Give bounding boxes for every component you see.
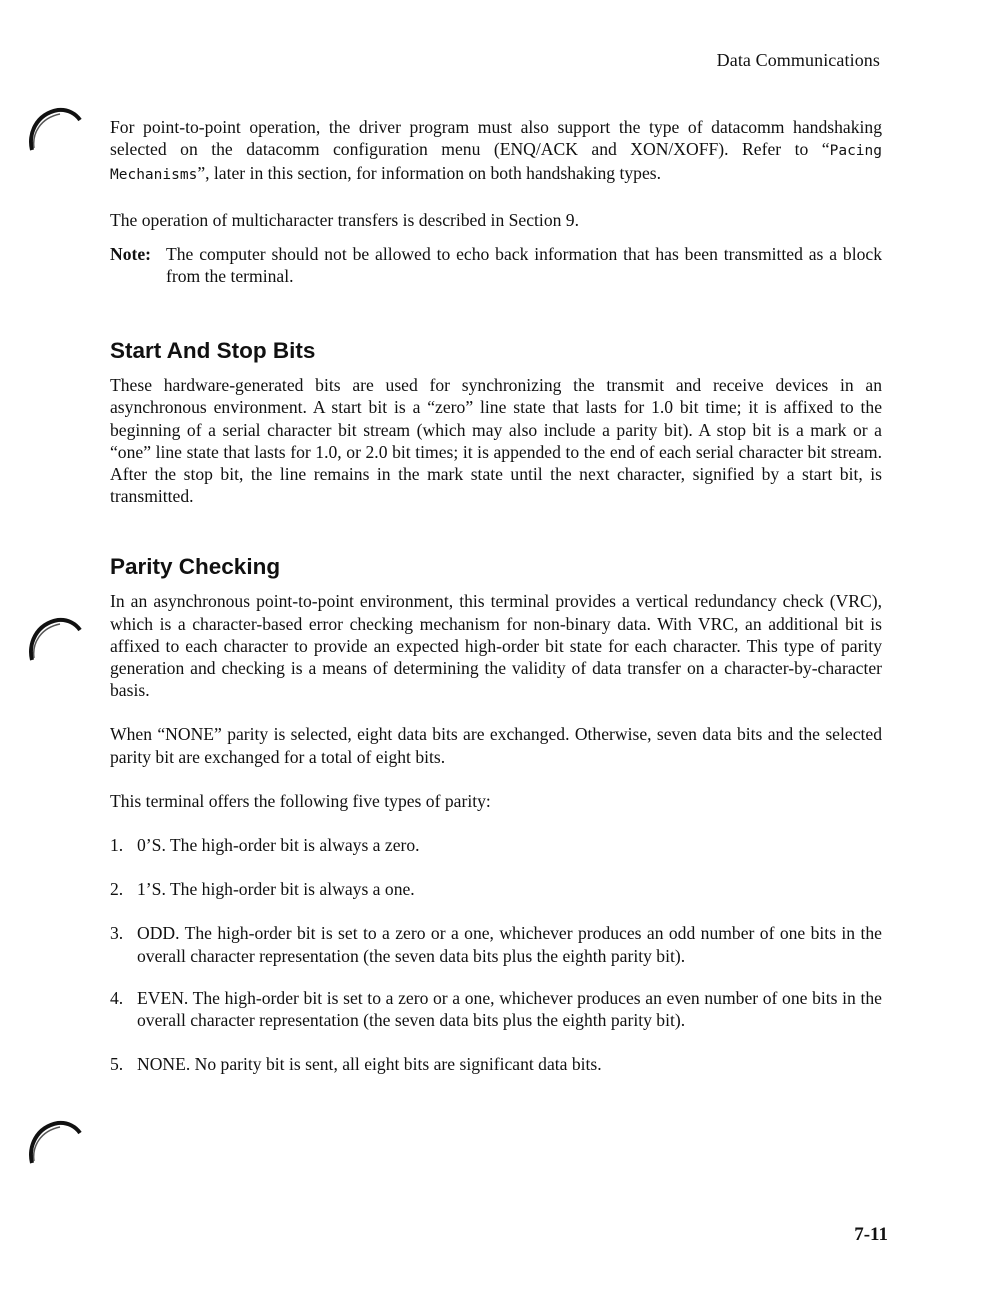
list-item-number: 3.	[110, 923, 124, 944]
list-item	[110, 878, 882, 900]
list-item	[110, 922, 882, 966]
list-item-text: ODD. The high-order bit is set to a zero or a one, whichever produces an odd number of one bits in the overall character representation (the seven data bits plus the eighth parity bit).	[137, 923, 882, 966]
list-item	[110, 987, 882, 1031]
page-body	[110, 116, 882, 1075]
list-item-number: 1.	[110, 835, 124, 856]
start-stop-paragraph: These hardware-generated bits are used for synchronizing the transmit and receive devices in an asynchronous environment. A start bit is a “zero” line state that lasts for 1.0 bit time; it is affixed to the beginning of a serial character bit stream (which may also include a parity bit). A stop bit is a mark or a “one” line state that lasts for 1.0, or 2.0 bit times; it is appended to the end of each serial character bit stream. After the stop bit, the line remains in the mark state until the next character, signified by a start bit, is transmitted.	[110, 375, 882, 507]
parity-paragraph: In an asynchronous point-to-point environment, this terminal provides a vertical redundancy check (VRC), which is a character-based error checking mechanism for non-binary data. With VRC, an additional bit is affixed to each character to provide an expected high-order bit state for each character. This type of parity generation and checking is a means of determining the validity of data transfer on a character-by-character basis.	[110, 591, 882, 701]
heading-start-stop-bits: Start And Stop Bits	[110, 338, 316, 364]
binder-hole-mark	[24, 104, 84, 164]
list-item-text: NONE. No parity bit is sent, all eight bits are significant data bits.	[137, 1054, 602, 1075]
list-item-number: 4.	[110, 987, 124, 1008]
list-item-text: 0’S. The high-order bit is always a zero.	[137, 835, 420, 856]
cross-reference: Pacing Mechanisms	[110, 143, 882, 184]
heading-parity-checking: Parity Checking	[110, 554, 281, 580]
binder-hole-mark	[24, 1117, 84, 1177]
list-item	[110, 1053, 882, 1075]
list-item-number: 5.	[110, 1054, 124, 1075]
parity-none-paragraph: When “NONE” parity is selected, eight data bits are exchanged. Otherwise, seven data bits and the selected parity bit are exchanged for a total of eight bits.	[110, 724, 882, 767]
parity-types-list	[110, 834, 882, 1075]
list-item-text: 1’S. The high-order bit is always a one.	[137, 879, 415, 900]
binder-hole-mark	[24, 614, 84, 674]
parity-types-intro: This terminal offers the following five types of parity:	[110, 790, 491, 811]
list-item	[110, 834, 882, 856]
note-text: The computer should not be allowed to echo back information that has been transmitted as a block from the terminal.	[166, 243, 882, 287]
list-item-number: 2.	[110, 879, 124, 900]
section-reference-paragraph: The operation of multicharacter transfers is described in Section 9.	[110, 209, 580, 230]
running-header: Data Communications	[716, 50, 880, 70]
list-item-text: EVEN. The high-order bit is set to a zero or a one, whichever produces an even number of one bits in the overall character representation (the seven data bits plus the eighth parity bit).	[137, 987, 882, 1031]
note-label: Note:	[110, 243, 152, 264]
note-block	[110, 243, 882, 287]
page-number: 7-11	[854, 1224, 888, 1245]
intro-paragraph	[110, 116, 882, 187]
intro-text-start: For point-to-point operation, the driver program must also support the type of datacomm handshaking selected on the datacomm configuration menu (ENQ/ACK and XON/XOFF). Refer to “	[110, 117, 882, 160]
intro-text-end: ”, later in this section, for information on both handshaking types.	[197, 163, 662, 184]
